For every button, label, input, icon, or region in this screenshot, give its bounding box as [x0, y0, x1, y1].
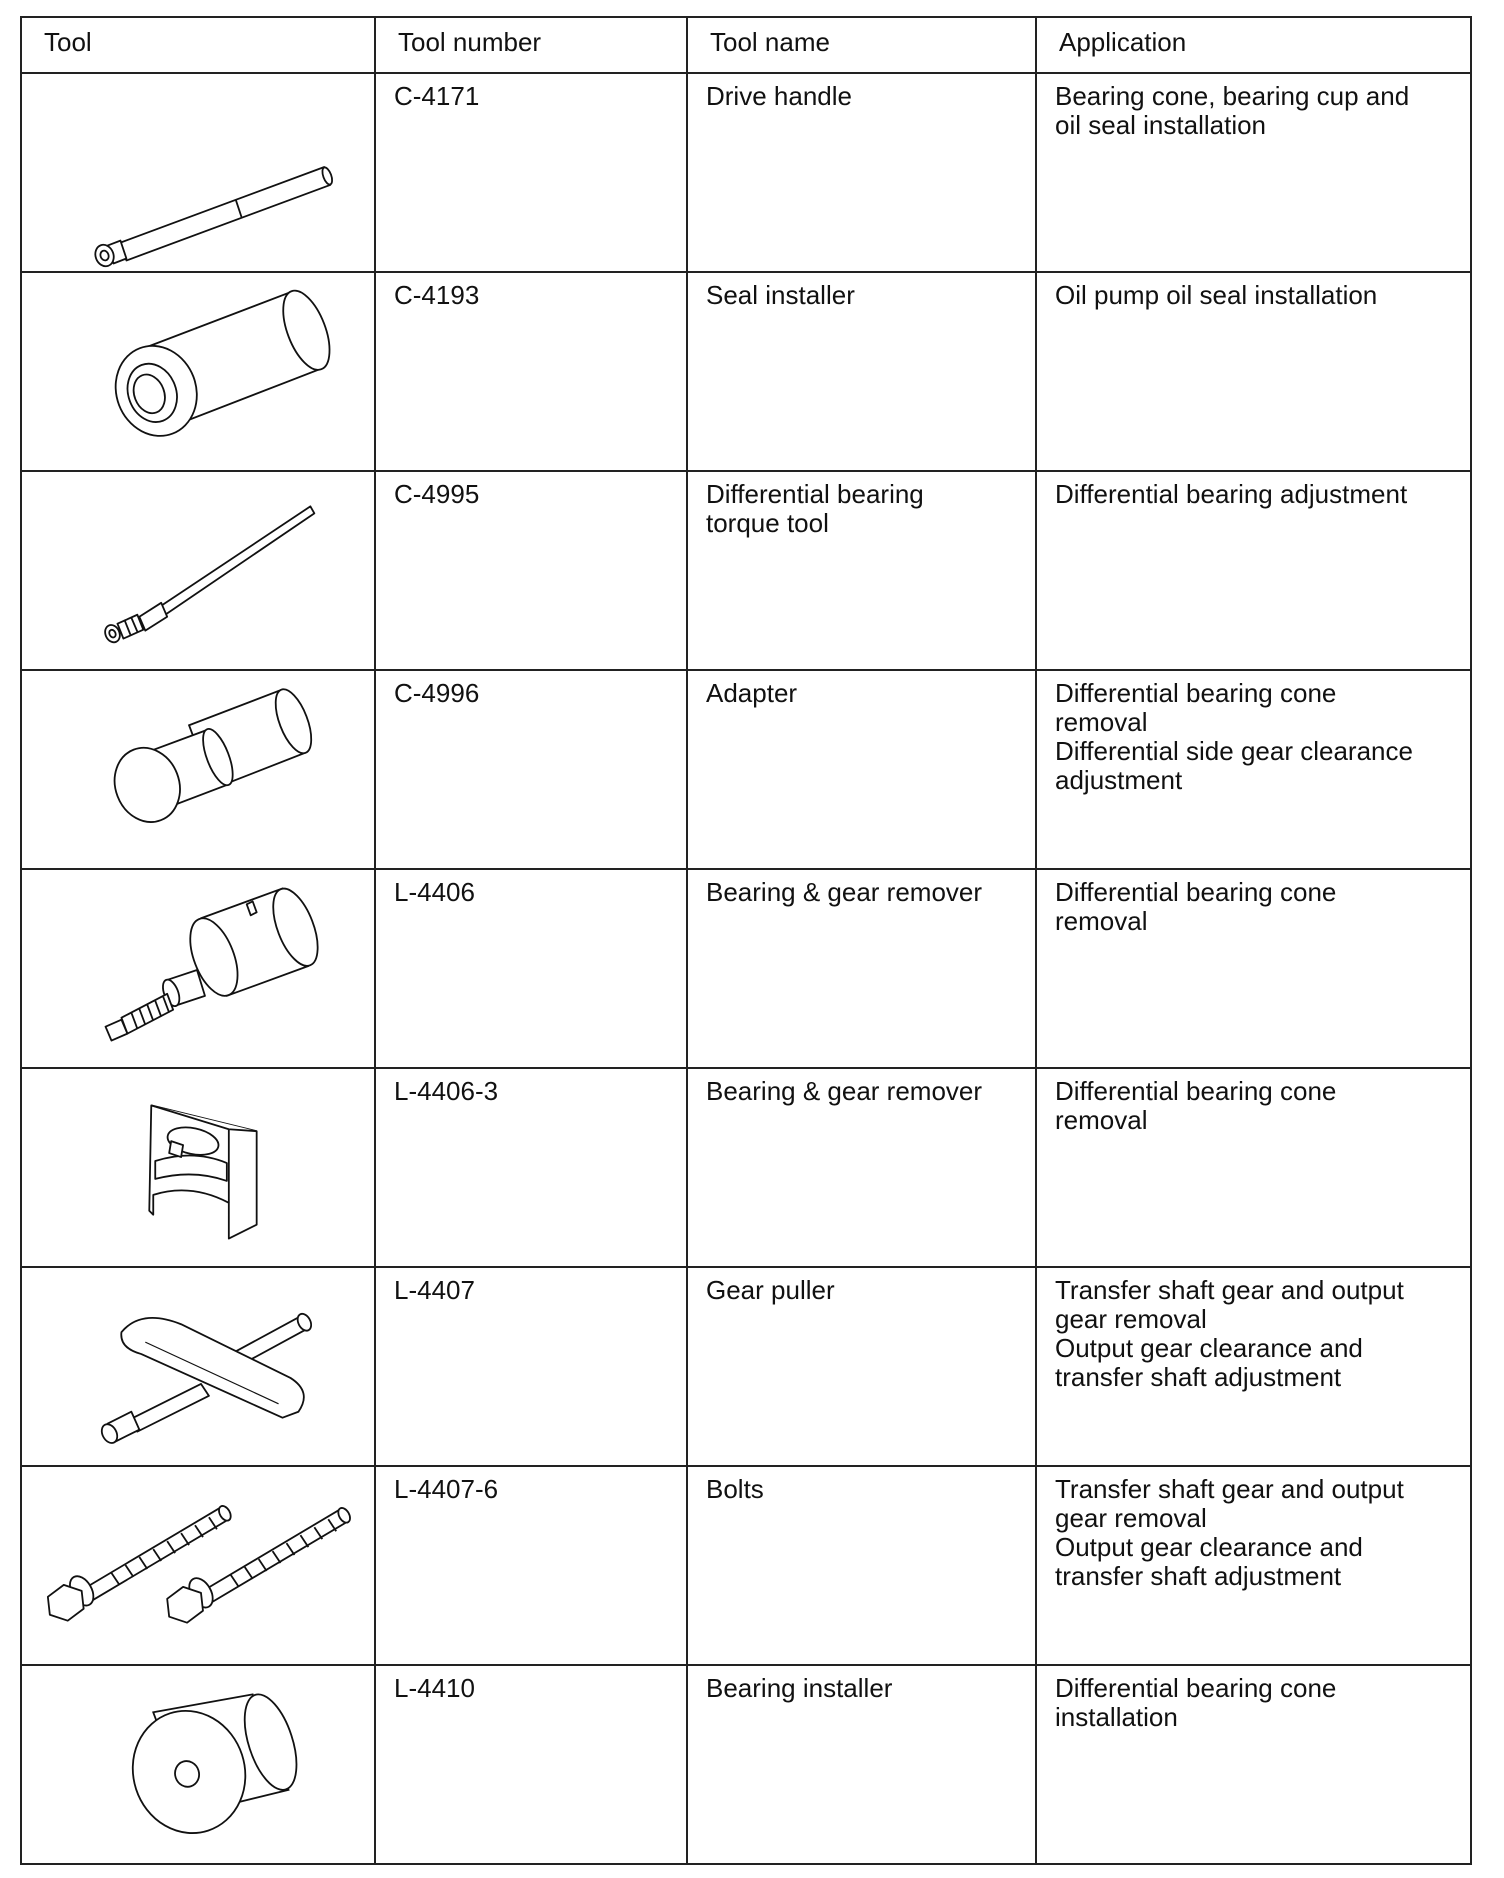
- tool-application: Transfer shaft gear and output gear removal Output gear clearance and transfer shaft adjustment: [1055, 1474, 1404, 1591]
- tool-image-cell: [21, 1466, 375, 1665]
- tool-number-cell: [375, 1068, 687, 1267]
- header-tool: Tool: [21, 17, 375, 73]
- tool-application: Oil pump oil seal installation: [1055, 280, 1378, 310]
- tool-application: Differential bearing cone removal Differential side gear clearance adjustment: [1055, 678, 1413, 795]
- tool-name-cell: [687, 670, 1036, 869]
- tool-number-cell: [375, 73, 687, 272]
- tool-image-cell: [21, 670, 375, 869]
- tool-number-cell: [375, 1466, 687, 1665]
- application-cell: [1036, 670, 1471, 869]
- table-row: [21, 1466, 1471, 1665]
- tool-image-cell: [21, 471, 375, 670]
- tool-number: L-4407: [394, 1275, 475, 1305]
- tool-name-cell: [687, 1267, 1036, 1466]
- tool-number-cell: [375, 1267, 687, 1466]
- application-cell: [1036, 869, 1471, 1068]
- application-cell: [1036, 1068, 1471, 1267]
- tool-image-cell: [21, 1665, 375, 1864]
- tool-number: C-4193: [394, 280, 480, 310]
- tool-application: Differential bearing cone removal: [1055, 1076, 1337, 1135]
- tool-application: Differential bearing cone removal: [1055, 877, 1337, 936]
- tool-image-cell: [21, 1068, 375, 1267]
- bolts-icon: [22, 1467, 374, 1663]
- tool-name-cell: [687, 869, 1036, 1068]
- tool-name: Bearing & gear remover: [706, 877, 983, 907]
- tool-name: Gear puller: [706, 1275, 835, 1305]
- tool-image-cell: [21, 869, 375, 1068]
- tool-application: Transfer shaft gear and output gear removal Output gear clearance and transfer shaft adjustment: [1055, 1275, 1404, 1392]
- torque-tool-icon: [22, 472, 374, 668]
- tool-number-cell: [375, 1665, 687, 1864]
- tool-number: L-4406: [394, 877, 475, 907]
- tool-number: C-4171: [394, 81, 480, 111]
- tool-number: L-4406-3: [394, 1076, 499, 1106]
- tool-image-cell: [21, 1267, 375, 1466]
- bearing-installer-icon: [22, 1666, 374, 1862]
- tool-application: Bearing cone, bearing cup and oil seal installation: [1055, 81, 1410, 140]
- tool-image-cell: [21, 272, 375, 471]
- tool-name-cell: [687, 1665, 1036, 1864]
- application-cell: [1036, 73, 1471, 272]
- tool-number-cell: [375, 670, 687, 869]
- table-row: [21, 1267, 1471, 1466]
- header-application: Application: [1036, 17, 1471, 73]
- tool-name-cell: [687, 1068, 1036, 1267]
- tool-name: Bolts: [706, 1474, 764, 1504]
- table-row: [21, 869, 1471, 1068]
- drive-handle-icon: [22, 74, 374, 270]
- tool-number-cell: [375, 869, 687, 1068]
- tool-name-cell: [687, 1466, 1036, 1665]
- tool-number: L-4410: [394, 1673, 475, 1703]
- table-row: [21, 471, 1471, 670]
- bearing-gear-remover-icon: [22, 870, 374, 1066]
- seal-installer-icon: [22, 273, 374, 469]
- tool-name: Seal installer: [706, 280, 855, 310]
- special-tools-table: [20, 16, 1472, 1865]
- tool-name: Differential bearing torque tool: [706, 479, 924, 538]
- tool-application: Differential bearing adjustment: [1055, 479, 1408, 509]
- table-row: [21, 73, 1471, 272]
- gear-puller-icon: [22, 1268, 374, 1464]
- tool-number-cell: [375, 272, 687, 471]
- application-cell: [1036, 471, 1471, 670]
- tool-application: Differential bearing cone installation: [1055, 1673, 1337, 1732]
- tool-name: Drive handle: [706, 81, 852, 111]
- table-row: [21, 1068, 1471, 1267]
- application-cell: [1036, 1466, 1471, 1665]
- adapter-icon: [22, 671, 374, 867]
- tool-name: Bearing & gear remover: [706, 1076, 983, 1106]
- table-row: [21, 272, 1471, 471]
- tool-number: C-4995: [394, 479, 480, 509]
- header-tool-number: Tool number: [375, 17, 687, 73]
- table-header-row: [21, 17, 1471, 73]
- tool-name-cell: [687, 73, 1036, 272]
- tool-name-cell: [687, 471, 1036, 670]
- application-cell: [1036, 272, 1471, 471]
- tool-name-cell: [687, 272, 1036, 471]
- remover-half-shell-icon: [22, 1069, 374, 1265]
- tool-image-cell: [21, 73, 375, 272]
- application-cell: [1036, 1665, 1471, 1864]
- tool-number-cell: [375, 471, 687, 670]
- header-tool-name: Tool name: [687, 17, 1036, 73]
- tool-name: Adapter: [706, 678, 798, 708]
- tool-number: L-4407-6: [394, 1474, 499, 1504]
- application-cell: [1036, 1267, 1471, 1466]
- table-row: [21, 1665, 1471, 1864]
- tool-number: C-4996: [394, 678, 480, 708]
- table-row: [21, 670, 1471, 869]
- tool-name: Bearing installer: [706, 1673, 893, 1703]
